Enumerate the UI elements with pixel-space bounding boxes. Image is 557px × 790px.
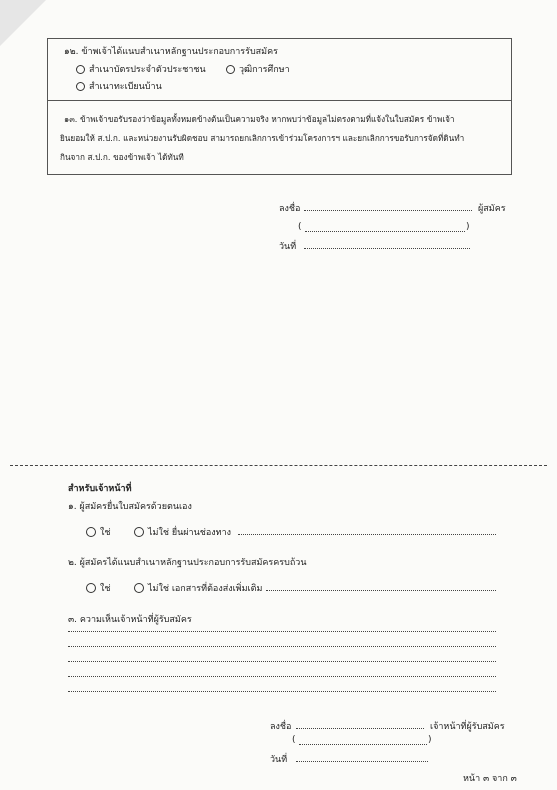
officer-sign-field[interactable] bbox=[296, 728, 424, 729]
q3-comment-line-3[interactable] bbox=[68, 661, 496, 662]
applicant-paren-open: ( bbox=[298, 222, 302, 232]
option-education[interactable] bbox=[226, 62, 290, 76]
radio-q2-yes[interactable] bbox=[86, 583, 96, 593]
q2-yes-label: ใช่ bbox=[100, 584, 111, 594]
applicant-paren-close: ) bbox=[466, 222, 470, 232]
q3-comment-line-1[interactable] bbox=[68, 631, 496, 632]
item-13-box bbox=[47, 100, 512, 175]
q1-yes-label: ใช่ bbox=[100, 528, 111, 538]
radio-q2-no[interactable] bbox=[134, 583, 144, 593]
item-12-box bbox=[47, 38, 512, 101]
q1-no-label: ไม่ใช่ ยื่นผ่านช่องทาง bbox=[148, 528, 232, 538]
radio-q1-yes[interactable] bbox=[86, 527, 96, 537]
officer-name-field[interactable] bbox=[299, 744, 427, 745]
q1-channel-field[interactable] bbox=[238, 534, 496, 535]
officer-paren-open: ( bbox=[292, 735, 296, 745]
officer-q1: ๑. ผู้สมัครยื่นใบสมัครด้วยตนเอง bbox=[68, 502, 192, 512]
q2-yes-option[interactable] bbox=[86, 581, 111, 595]
q2-no-label: ไม่ใช่ เอกสารที่ต้องส่งเพิ่มเติม bbox=[148, 584, 263, 594]
page-number: หน้า ๓ จาก ๓ bbox=[463, 774, 517, 784]
q2-documents-field[interactable] bbox=[266, 590, 496, 591]
page-fold-corner bbox=[0, 0, 46, 46]
officer-sign-label: ลงชื่อ bbox=[270, 722, 292, 732]
item-13-line-3: กินจาก ส.ป.ก. ของข้าพเจ้า ได้ทันที bbox=[60, 152, 184, 162]
radio-q1-no[interactable] bbox=[134, 527, 144, 537]
officer-role-label: เจ้าหน้าที่ผู้รับสมัคร bbox=[430, 722, 505, 732]
option-education-label: วุฒิการศึกษา bbox=[239, 65, 290, 75]
applicant-sign-field[interactable] bbox=[304, 210, 472, 211]
item-12-title: ๑๒. ข้าพเจ้าได้แนบสำเนาหลักฐานประกอบการรับสมัคร bbox=[64, 47, 278, 57]
q2-no-option[interactable] bbox=[134, 581, 262, 595]
officer-q2: ๒. ผู้สมัครได้แนบสำเนาหลักฐานประกอบการรับสมัครครบถ้วน bbox=[68, 558, 307, 568]
applicant-date-field[interactable] bbox=[304, 248, 470, 249]
applicant-sign-label: ลงชื่อ bbox=[279, 204, 301, 214]
applicant-role-label: ผู้สมัคร bbox=[478, 204, 506, 214]
officer-q3: ๓. ความเห็นเจ้าหน้าที่ผู้รับสมัคร bbox=[68, 615, 192, 625]
q1-no-option[interactable] bbox=[134, 525, 231, 539]
officer-heading: สำหรับเจ้าหน้าที่ bbox=[68, 484, 132, 494]
applicant-date-label: วันที่ bbox=[279, 242, 297, 252]
officer-date-field[interactable] bbox=[296, 761, 428, 762]
option-id-card-copy[interactable] bbox=[76, 62, 206, 76]
q3-comment-line-2[interactable] bbox=[68, 646, 496, 647]
option-house-registration[interactable] bbox=[76, 79, 162, 93]
radio-house-registration[interactable] bbox=[76, 82, 85, 91]
section-divider bbox=[10, 465, 547, 466]
applicant-name-field[interactable] bbox=[305, 231, 465, 232]
radio-id-card-copy[interactable] bbox=[76, 65, 85, 74]
radio-education[interactable] bbox=[226, 65, 235, 74]
q1-yes-option[interactable] bbox=[86, 525, 111, 539]
option-id-card-copy-label: สำเนาบัตรประจำตัวประชาชน bbox=[89, 65, 206, 75]
item-13-line-1: ๑๓. ข้าพเจ้าขอรับรองว่าข้อมูลทั้งหมดข้างต้นเป็นความจริง หากพบว่าข้อมูลไม่ตรงตามที่แจ้งในใบสมัคร ข้าพเจ้า bbox=[64, 114, 455, 124]
q3-comment-line-5[interactable] bbox=[68, 691, 496, 692]
officer-date-label: วันที่ bbox=[270, 755, 288, 765]
item-13-line-2: ยินยอมให้ ส.ป.ก. และหน่วยงานรับผิดชอบ สามารถยกเลิกการเข้าร่วมโครงการฯ และยกเลิกการขอรับการจัดที่ดินทำ bbox=[60, 133, 465, 143]
officer-paren-close: ) bbox=[428, 735, 432, 745]
option-house-registration-label: สำเนาทะเบียนบ้าน bbox=[89, 82, 162, 92]
q3-comment-line-4[interactable] bbox=[68, 676, 496, 677]
